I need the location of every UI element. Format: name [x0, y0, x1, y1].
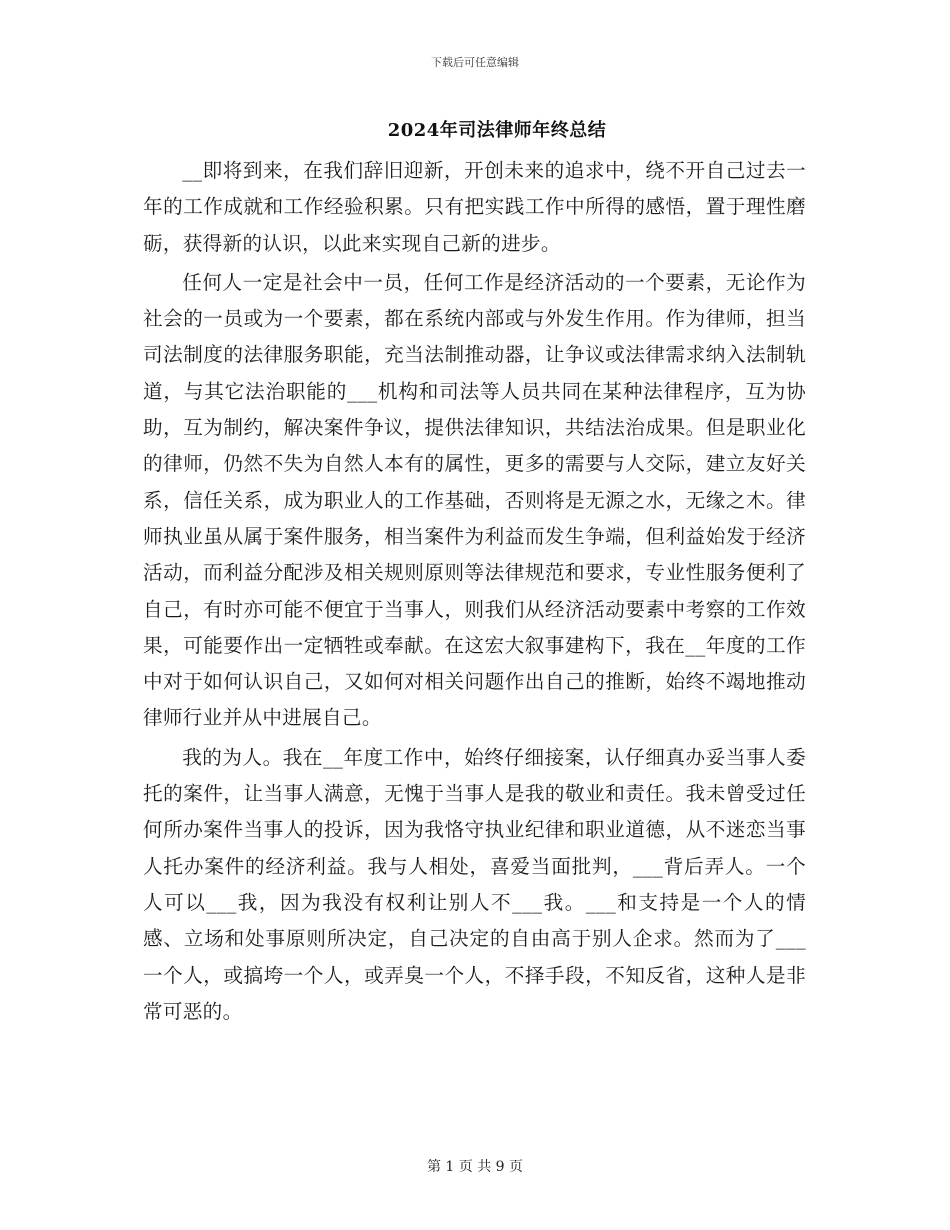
document-title: 2024年司法律师年终总结 [387, 120, 607, 141]
paragraph-1: __即将到来，在我们辞旧迎新，开创未来的追求中，绕不开自己过去一年的工作成就和工作经验积累。只有把实践工作中所得的感悟，置于理性磨砺，获得新的认识，以此来实现自己新的进步。 [143, 159, 806, 255]
paragraph-3: 我的为人。我在__年度工作中，始终仔细接案，认仔细真办妥当事人委托的案件，让当事人满意，无愧于当事人是我的敬业和责任。我未曾受过任何所办案件当事人的投诉，因为我恪守执业纪律和职业道德，从不迷恋当事人托办案件的经济利益。我与人相处，喜爱当面批判，___背后弄人。一个人可以___我，因为我没有权利让别人不___我。___和支持是一个人的情感、立场和处事原则所决定，自己决定的自由高于别人企求。然而为了___一个人，或搞垮一个人，或弄臭一个人，不择手段，不知反省，这种人是非常可恶的。 [143, 745, 806, 1023]
paragraph-2: 任何人一定是社会中一员，任何工作是经济活动的一个要素，无论作为社会的一员或为一个要素，都在系统内部或与外发生作用。作为律师，担当司法制度的法律服务职能，充当法制推动器，让争议或法律需求纳入法制轨道，与其它法治职能的___机构和司法等人员共同在某种法律程序，互为协助，互为制约，解决案件争议，提供法律知识，共结法治成果。但是职业化的律师，仍然不失为自然人本有的属性，更多的需要与人交际，建立友好关系，信任关系，成为职业人的工作基础，否则将是无源之水，无缘之木。律师执业虽从属于案件服务，相当案件为利益而发生争端，但利益始发于经济活动，而利益分配涉及相关规则原则等法律规范和要求，专业性服务便利了自己，有时亦可能不便宜于当事人，则我们从经济活动要素中考察的工作效果，可能要作出一定牺牲或奉献。在这宏大叙事建构下，我在__年度的工作中对于如何认识自己，又如何对相关问题作出自己的推断，始终不竭地推动律师行业并从中进展自己。 [143, 270, 806, 730]
document-body [143, 153, 806, 1033]
page-header-note: 下载后可任意编辑 [431, 56, 519, 69]
page-number: 第 1 页 共 9 页 [426, 1159, 524, 1175]
